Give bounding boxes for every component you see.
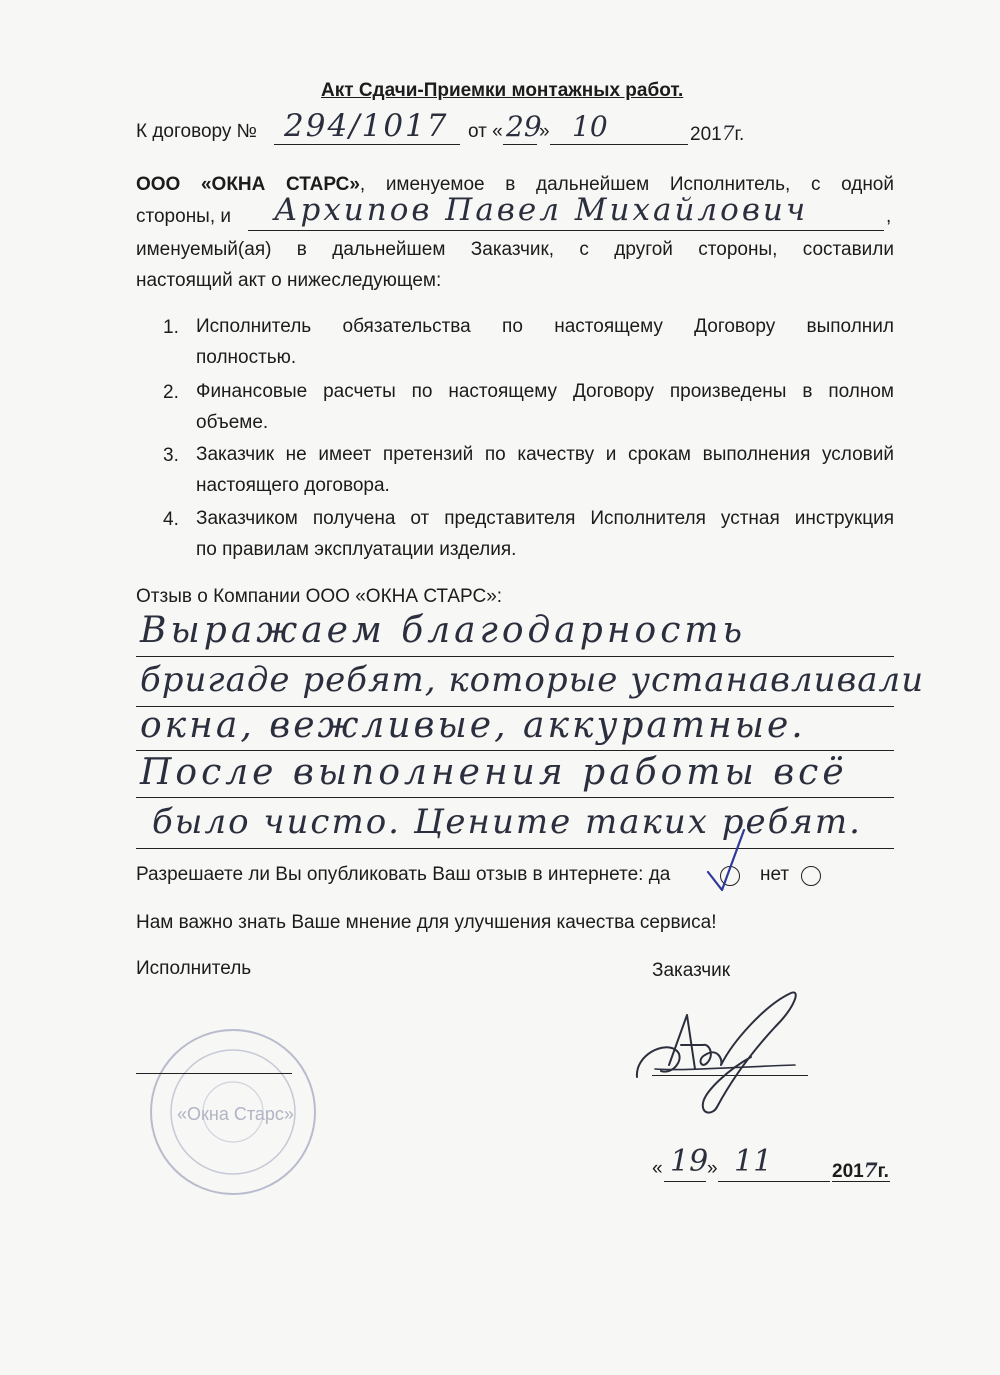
customer-name: Архипов Павел Михайлович [274, 192, 809, 228]
executor-signature-line [136, 1073, 292, 1074]
customer-signature [625, 985, 805, 1125]
executor-label: Исполнитель [136, 958, 252, 979]
contract-year [690, 121, 744, 146]
contract-month: 10 [572, 110, 608, 143]
document-title: Акт Сдачи-Приемки монтажных работ. [321, 80, 684, 101]
sign-year-suffix: г. [877, 1161, 889, 1182]
sign-month-underline [718, 1181, 830, 1182]
review-line [136, 797, 894, 798]
sign-month: 11 [734, 1144, 773, 1179]
list-item-text: Финансовые расчеты по настоящему Договору произведены в полном [196, 381, 894, 402]
review-text-line: было чисто. Цените таких ребят. [152, 802, 862, 842]
contract-year-hand: 7 [721, 121, 735, 145]
contract-prefix: К договору № [136, 121, 258, 142]
review-label: Отзыв о Компании ООО «ОКНА СТАРС»: [136, 586, 503, 607]
intro-line-3: именуемый(ая) в дальнейшем Заказчик, с другой стороны, составили [136, 239, 894, 260]
intro-line-4: настоящий акт о нижеследующем: [136, 270, 442, 291]
list-item-text-cont: настоящего договора. [196, 475, 390, 496]
sign-date-open-quote: « [652, 1158, 663, 1179]
list-item-text-cont: объеме. [196, 412, 269, 433]
sign-day: 19 [670, 1144, 709, 1179]
contract-close-quote: » [539, 121, 550, 142]
customer-label: Заказчик [652, 960, 731, 981]
list-item-number: 2. [163, 382, 179, 403]
contract-year-printed: 201 [690, 124, 722, 145]
list-item-number: 1. [163, 317, 179, 338]
checkmark-icon [700, 826, 750, 896]
opinion-text: Нам важно знать Ваше мнение для улучшения качества сервиса! [136, 912, 717, 933]
list-item-text: Заказчик не имеет претензий по качеству и срокам выполнения условий [196, 444, 894, 465]
review-text-line: бригаде ребят, которые устанавливали [140, 660, 925, 700]
list-item-text: Заказчиком получена от представителя Исполнителя устная инструкция [196, 508, 894, 529]
sign-year-underline [832, 1181, 890, 1182]
sign-year-hand: 7 [863, 1158, 878, 1182]
review-line [136, 848, 894, 849]
publish-no-label: нет [760, 864, 790, 885]
intro-line-2-suffix: , [886, 206, 892, 227]
contract-year-suffix: г. [734, 124, 745, 145]
contract-day: 29 [506, 110, 542, 143]
list-item-text-cont: полностью. [196, 347, 297, 368]
list-item-number: 3. [163, 445, 179, 466]
list-item-text-cont: по правилам эксплуатации изделия. [196, 539, 517, 560]
contract-number-underline [274, 144, 460, 145]
review-text-line: окна, вежливые, аккуратные. [140, 705, 806, 746]
company-name: ООО «ОКНА СТАРС» [136, 174, 360, 195]
intro-line-1-rest: , именуемое в дальнейшем Исполнитель, с одной [359, 174, 894, 195]
sign-day-underline [664, 1181, 706, 1182]
contract-from-label: от « [468, 121, 503, 142]
list-item-number: 4. [163, 509, 179, 530]
list-item-text: Исполнитель обязательства по настоящему Договору выполнил [196, 316, 894, 337]
stamp-text: «Окна Старс» [177, 1104, 294, 1124]
contract-month-underline [550, 144, 688, 145]
publish-question: Разрешаете ли Вы опубликовать Ваш отзыв в интернете: да [136, 864, 671, 885]
review-text-line: Выражаем благодарность [140, 610, 747, 651]
review-text-line: После выполнения работы всё [140, 752, 848, 793]
contract-day-underline [503, 144, 537, 145]
contract-number: 294/1017 [284, 108, 449, 144]
customer-name-underline [248, 230, 884, 231]
intro-line-2-prefix: стороны, и [136, 206, 232, 227]
sign-year [832, 1158, 889, 1183]
sign-date-close-quote: » [707, 1158, 718, 1179]
review-line [136, 656, 894, 657]
sign-year-printed: 201 [832, 1161, 864, 1182]
review-line [136, 750, 894, 751]
publish-no-radio[interactable] [801, 866, 821, 886]
